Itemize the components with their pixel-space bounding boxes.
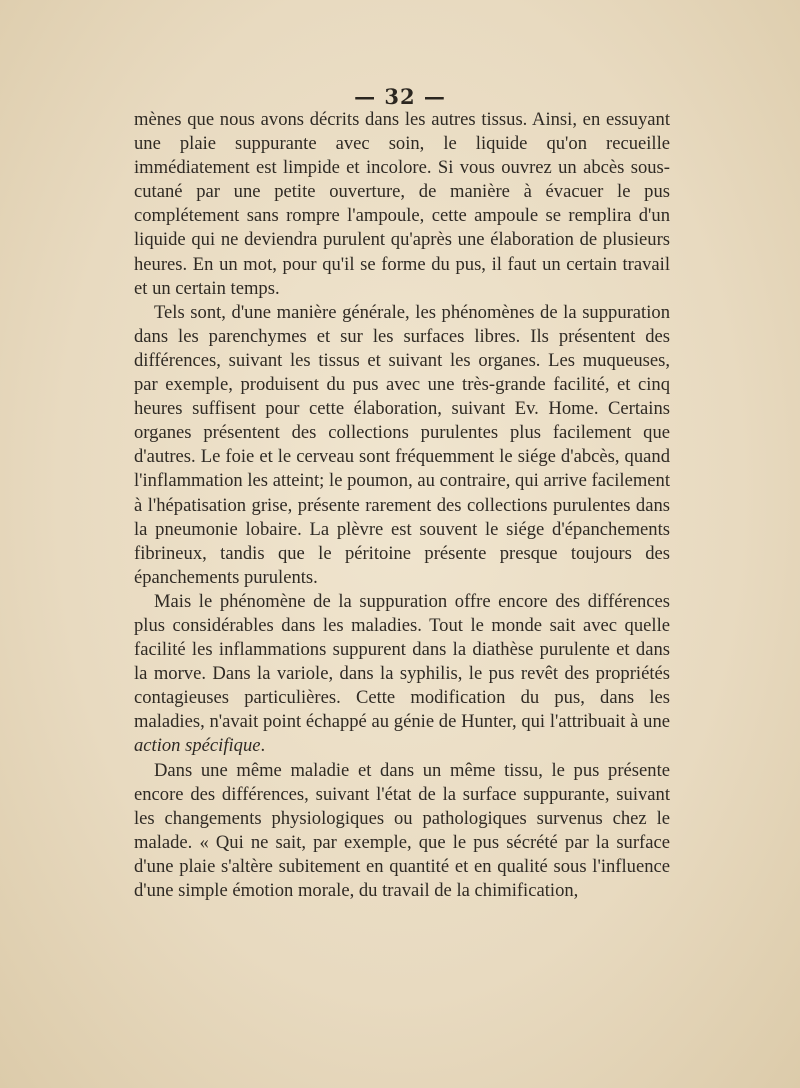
paragraph-3-emphasis: action spécifique [134, 735, 261, 757]
paragraph-3 [134, 590, 670, 759]
paragraph-3-text: Mais le phénomène de la suppuration offre encore des différences plus considérables dans les maladies. Tout le monde sait avec quelle facilité les inflammations suppurent dans la diathèse purulente et dans la morve. Dans la variole, dans la syphilis, le pus revêt des propriétés contagieuses particulières. Cette modification du pus, dans les maladies, n'avait point échappé au génie de Hunter, qui l'attribuait à une [134, 590, 670, 733]
paragraph-1: mènes que nous avons décrits dans les autres tissus. Ainsi, en essuyant une plaie suppurante avec soin, le liquide qu'on recueille immédiatement est limpide et incolore. Si vous ouvrez un abcès sous-cutané par une petite ouverture, de manière à évacuer le pus complétement sans rompre l'ampoule, cette ampoule se remplira d'un liquide qui ne deviendra purulent qu'après une élaboration de plusieurs heures. En un mot, pour qu'il se forme du pus, il faut un certain travail et un certain temps. [134, 109, 670, 299]
body-text [134, 108, 670, 903]
paragraph-2: Tels sont, d'une manière générale, les phénomènes de la suppuration dans les parenchymes et sur les surfaces libres. Ils présentent des différences, suivant les tissus et suivant les organes. Les muqueuses, par exemple, produisent du pus avec une très-grande facilité, et cinq heures suffisent pour cette élaboration, suivant Ev. Home. Certains organes présentent des collections purulentes plus facilement que d'autres. Le foie et le cerveau sont fréquemment le siége d'abcès, quand l'inflammation les atteint; le poumon, au contraire, qui arrive facilement à l'hépatisation grise, présente rarement des collections purulentes dans la pneumonie lobaire. La plèvre est souvent le siége d'épanchements fibrineux, tandis que le péritoine présente presque toujours des épanchements purulents. [134, 301, 670, 588]
page-number: — 32 — [354, 84, 446, 109]
paragraph-4: Dans une même maladie et dans un même tissu, le pus présente encore des différences, suivant l'état de la surface suppurante, suivant les changements physiologiques ou pathologiques survenus chez le malade. « Qui ne sait, par exemple, que le pus sécrété par la surface d'une plaie s'altère subitement en quantité et en qualité sous l'influence d'une simple émotion morale, du travail de la chimification, [134, 759, 670, 901]
paragraph-3-end: . [260, 735, 266, 757]
